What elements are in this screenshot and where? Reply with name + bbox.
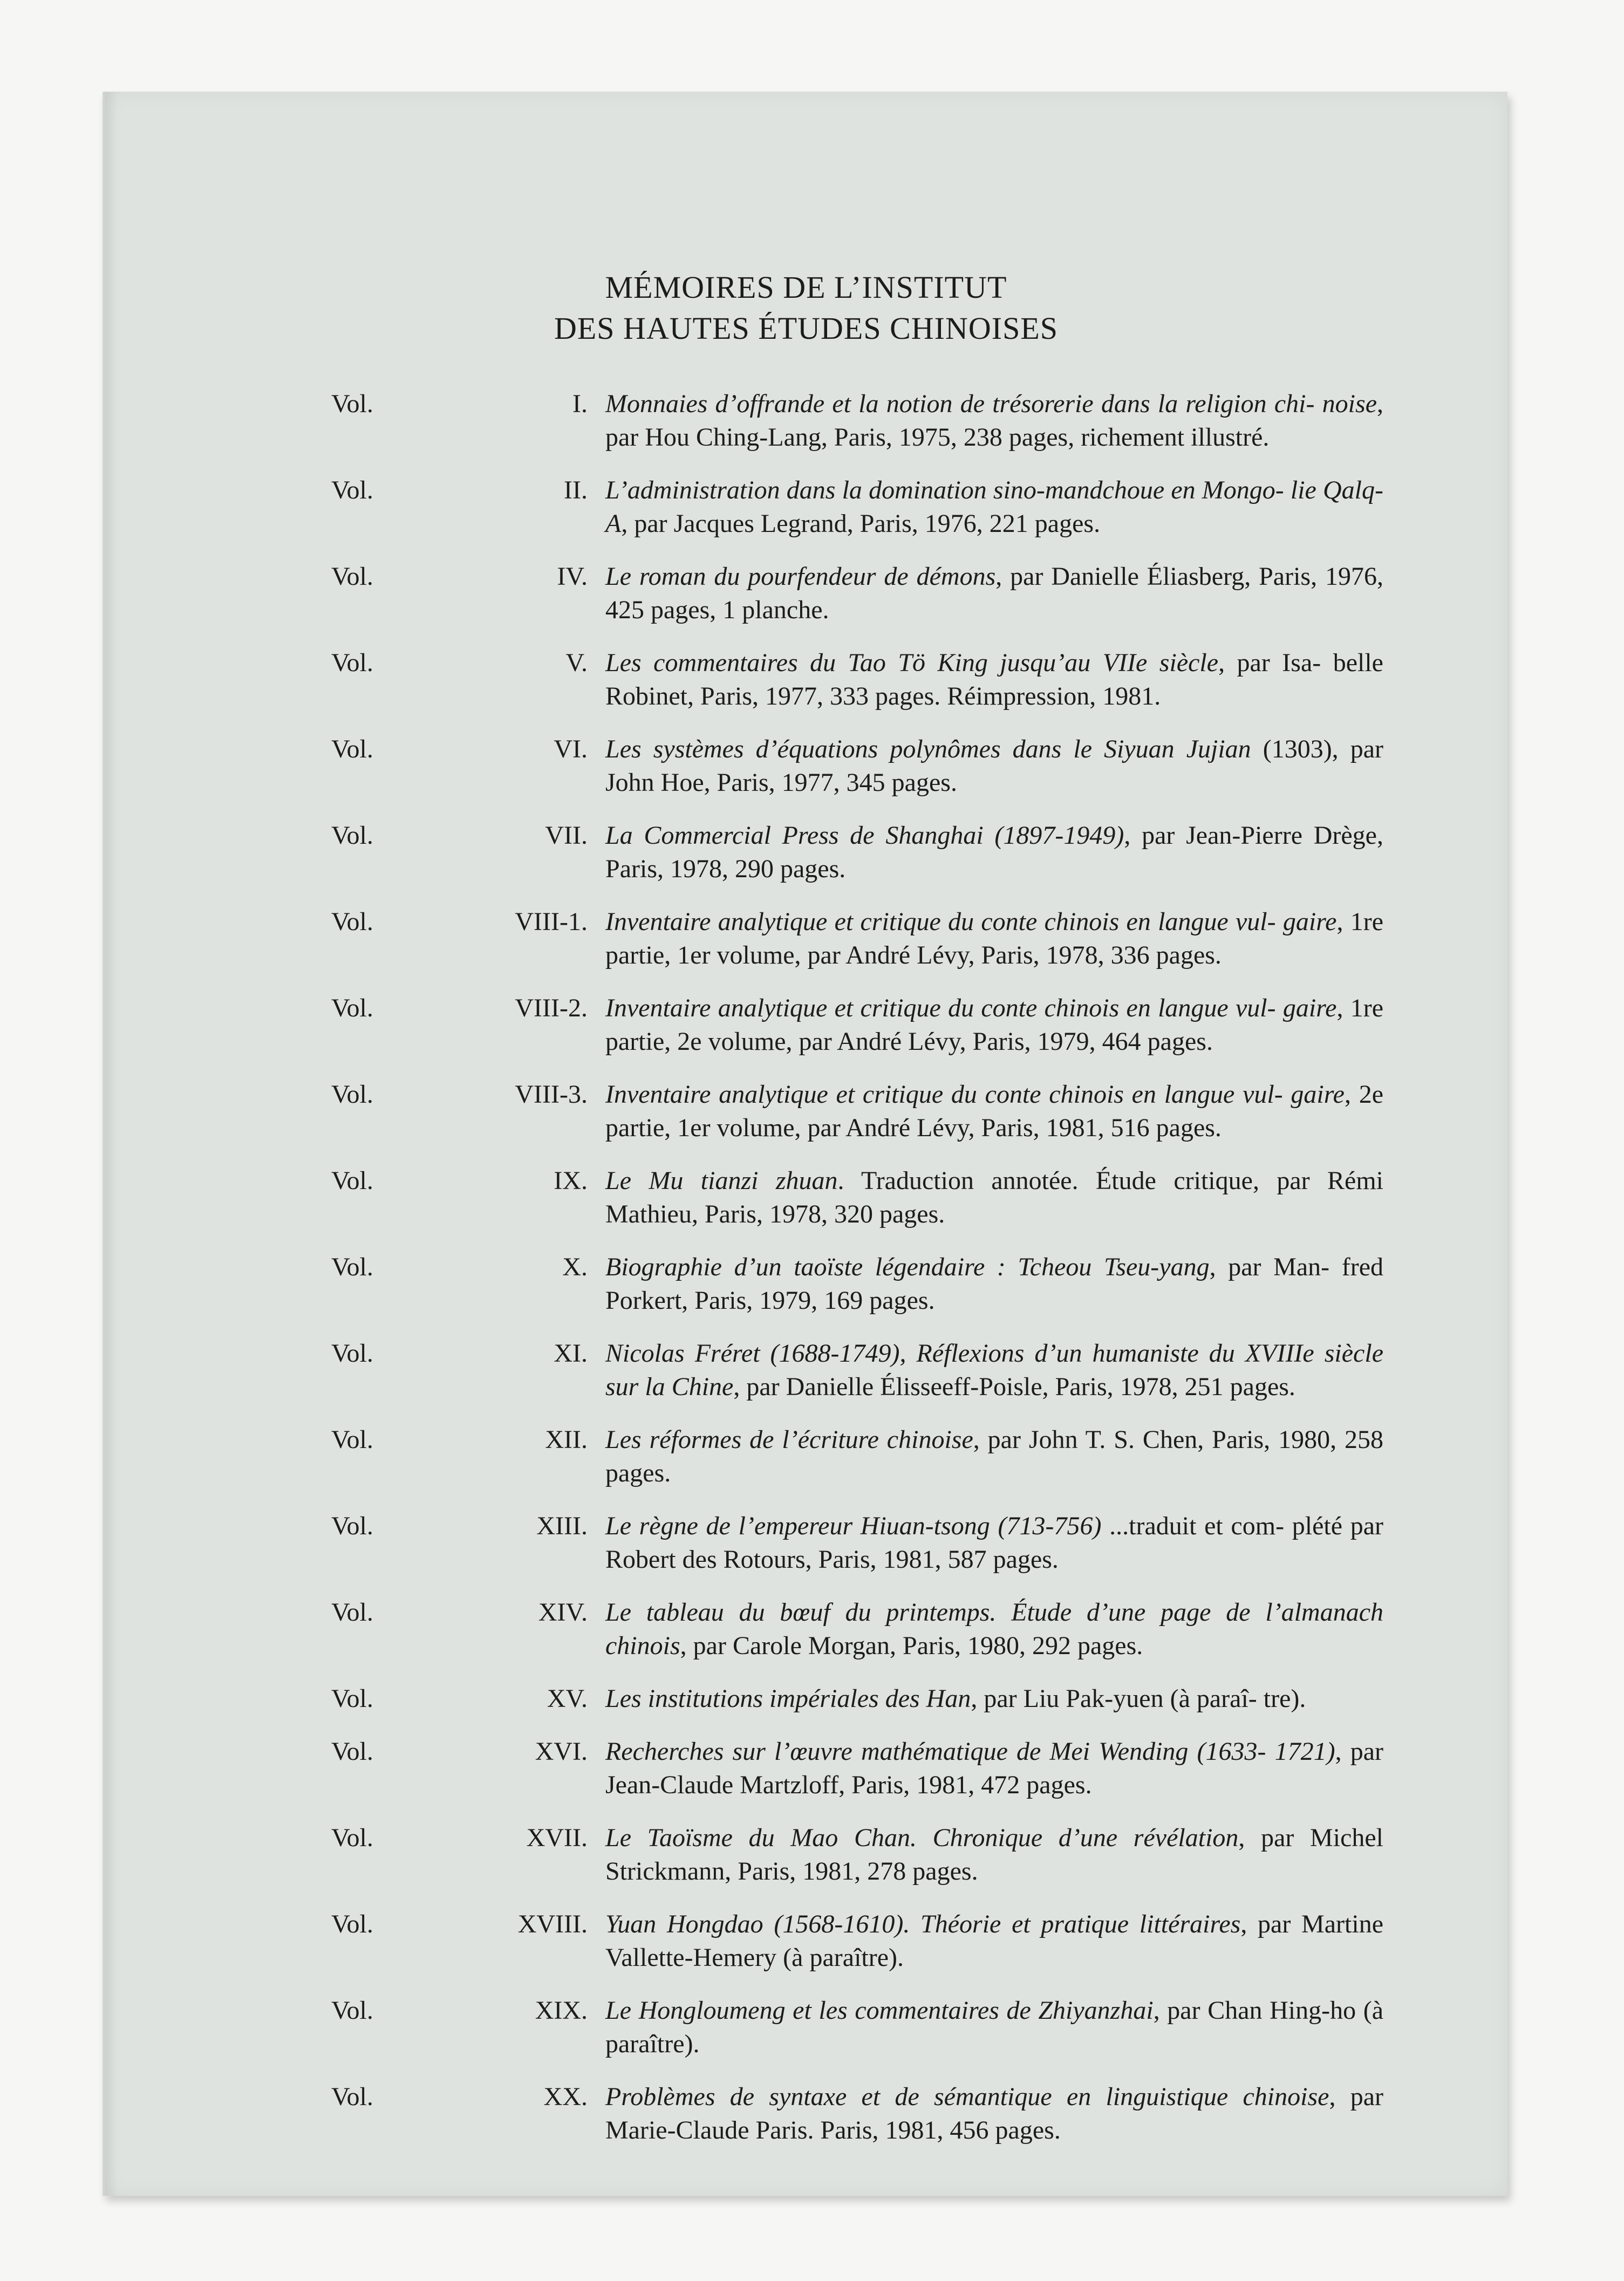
- volume-number: VIII-1.: [515, 907, 588, 936]
- volume-number: I.: [572, 390, 588, 418]
- volume-label: Vol.: [331, 1996, 373, 2025]
- volume-entry: [331, 1994, 1383, 2061]
- volume-entry: [331, 1735, 1383, 1802]
- volume-label: Vol.: [331, 1253, 373, 1281]
- volume-details: (1303), par John Hoe, Paris, 1977, 345 pages.: [605, 735, 1383, 797]
- volume-details: . Traduction annotée. Étude critique, par Rémi Mathieu, Paris, 1978, 320 pages.: [605, 1166, 1383, 1228]
- volume-label: Vol.: [331, 1684, 373, 1713]
- volume-description: [605, 1821, 1383, 1888]
- volume-label: Vol.: [331, 2082, 373, 2111]
- volume-entry: [331, 1078, 1383, 1145]
- volume-title: Biographie d’un taoïste légendaire : Tcheou Tseu-yang: [605, 1253, 1210, 1281]
- volume-label: Vol.: [331, 1910, 373, 1938]
- volume-list: [331, 387, 1383, 2167]
- volume-number: XX.: [543, 2082, 588, 2111]
- volume-number: XVI.: [535, 1737, 588, 1766]
- volume-description: [605, 1682, 1383, 1716]
- volume-label: Vol.: [331, 1824, 373, 1852]
- volume-title: Les commentaires du Tao Tö King jusqu’au VIIe siècle: [605, 648, 1219, 677]
- volume-details: , par Jacques Legrand, Paris, 1976, 221 pages.: [621, 509, 1101, 538]
- volume-details: , par Marie-Claude Paris. Paris, 1981, 456 pages.: [605, 2082, 1383, 2145]
- volume-entry: [331, 1908, 1383, 1975]
- volume-entry: [331, 560, 1383, 627]
- volume-description: [605, 2080, 1383, 2147]
- volume-details: , par Liu Pak-yuen (à paraî- tre).: [971, 1684, 1306, 1713]
- volume-title: La Commercial Press de Shanghai (1897-1949): [605, 821, 1124, 850]
- volume-details: , 1re partie, 1er volume, par André Lévy, Paris, 1978, 336 pages.: [605, 907, 1383, 969]
- volume-entry: [331, 2080, 1383, 2147]
- volume-label: Vol.: [331, 476, 373, 504]
- volume-title: Le tableau du bœuf du printemps. Étude d’une page de l’almanach chinois: [605, 1598, 1383, 1660]
- volume-details: , par Jean-Claude Martzloff, Paris, 1981, 472 pages.: [605, 1737, 1383, 1799]
- volume-description: [605, 560, 1383, 627]
- volume-details: , par Martine Vallette-Hemery (à paraître).: [605, 1910, 1383, 1972]
- volume-title: Le Hongloumeng et les commentaires de Zhiyanzhai: [605, 1996, 1154, 2025]
- volume-number: XVIII.: [517, 1910, 588, 1938]
- volume-title: Inventaire analytique et critique du conte chinois en langue vul- gaire: [605, 994, 1337, 1022]
- volume-number: XV.: [547, 1684, 588, 1713]
- volume-label: Vol.: [331, 735, 373, 763]
- volume-details: , par Isa- belle Robinet, Paris, 1977, 333 pages. Réimpression, 1981.: [605, 648, 1383, 711]
- volume-label: Vol.: [331, 821, 373, 850]
- series-title-line-1: MÉMOIRES DE L’INSTITUT: [605, 270, 1007, 305]
- volume-description: [605, 1596, 1383, 1663]
- volume-number: XIV.: [538, 1598, 588, 1627]
- volume-details: , par John T. S. Chen, Paris, 1980, 258 pages.: [605, 1425, 1384, 1487]
- volume-entry: [331, 1337, 1383, 1404]
- volume-title: Recherches sur l’œuvre mathématique de Mei Wending (1633- 1721): [605, 1737, 1335, 1766]
- volume-entry: [331, 1251, 1383, 1317]
- volume-description: [605, 1735, 1383, 1802]
- volume-description: [605, 1337, 1383, 1404]
- volume-label: Vol.: [331, 1512, 373, 1540]
- volume-entry: [331, 905, 1383, 972]
- volume-title: Nicolas Fréret (1688-1749), Réflexions d’un humaniste du XVIIIe siècle sur la Chine: [605, 1339, 1383, 1401]
- volume-entry: [331, 1164, 1383, 1231]
- volume-description: [605, 819, 1383, 886]
- volume-label: Vol.: [331, 1080, 373, 1109]
- series-title-line-2: DES HAUTES ÉTUDES CHINOISES: [554, 311, 1059, 346]
- volume-label: Vol.: [331, 562, 373, 591]
- series-title: [105, 267, 1507, 349]
- volume-description: [605, 387, 1383, 454]
- volume-title: Monnaies d’offrande et la notion de trésorerie dans la religion chi- noise: [605, 390, 1377, 418]
- volume-details: ...traduit et com- plété par Robert des Rotours, Paris, 1981, 587 pages.: [605, 1512, 1383, 1574]
- volume-details: , par Hou Ching-Lang, Paris, 1975, 238 pages, richement illustré.: [605, 390, 1383, 452]
- volume-title: Les réformes de l’écriture chinoise: [605, 1425, 973, 1454]
- volume-number: XIII.: [536, 1512, 588, 1540]
- volume-entry: [331, 1510, 1383, 1576]
- volume-description: [605, 733, 1383, 800]
- volume-title: Les systèmes d’équations polynômes dans le Siyuan Jujian: [605, 735, 1251, 763]
- volume-details: , par Jean-Pierre Drège, Paris, 1978, 290 pages.: [605, 821, 1383, 883]
- volume-entry: [331, 1821, 1383, 1888]
- volume-number: VIII-2.: [515, 994, 588, 1022]
- volume-label: Vol.: [331, 1598, 373, 1627]
- volume-number: V.: [565, 648, 588, 677]
- volume-label: Vol.: [331, 1737, 373, 1766]
- volume-details: , par Man- fred Porkert, Paris, 1979, 169 pages.: [605, 1253, 1384, 1315]
- volume-title: Les institutions impériales des Han: [605, 1684, 971, 1713]
- volume-details: , 1re partie, 2e volume, par André Lévy, Paris, 1979, 464 pages.: [605, 994, 1383, 1056]
- volume-number: XI.: [554, 1339, 588, 1368]
- volume-title: Yuan Hongdao (1568-1610). Théorie et pratique littéraires: [605, 1910, 1241, 1938]
- volume-number: IV.: [557, 562, 588, 591]
- volume-number: VIII-3.: [515, 1080, 588, 1109]
- volume-description: [605, 1994, 1383, 2061]
- volume-number: VI.: [554, 735, 588, 763]
- volume-label: Vol.: [331, 1166, 373, 1195]
- volume-details: , par Carole Morgan, Paris, 1980, 292 pages.: [680, 1631, 1143, 1660]
- volume-details: , 2e partie, 1er volume, par André Lévy, Paris, 1981, 516 pages.: [605, 1080, 1383, 1142]
- volume-description: [605, 1908, 1383, 1975]
- volume-number: II.: [564, 476, 588, 504]
- volume-entry: [331, 646, 1383, 713]
- volume-number: X.: [562, 1253, 588, 1281]
- volume-entry: [331, 1423, 1383, 1490]
- volume-entry: [331, 1682, 1383, 1716]
- volume-entry: [331, 1596, 1383, 1663]
- volume-number: VII.: [545, 821, 588, 850]
- volume-number: XVII.: [526, 1824, 588, 1852]
- cover-edge-shadow: [105, 92, 118, 2196]
- volume-number: IX.: [554, 1166, 588, 1195]
- volume-label: Vol.: [331, 390, 373, 418]
- volume-label: Vol.: [331, 994, 373, 1022]
- volume-description: [605, 1164, 1383, 1231]
- volume-description: [605, 1251, 1383, 1317]
- volume-label: Vol.: [331, 907, 373, 936]
- volume-label: Vol.: [331, 1425, 373, 1454]
- volume-description: [605, 1078, 1383, 1145]
- volume-description: [605, 1423, 1383, 1490]
- volume-entry: [331, 733, 1383, 800]
- volume-title: Problèmes de syntaxe et de sémantique en linguistique chinoise: [605, 2082, 1329, 2111]
- volume-entry: [331, 387, 1383, 454]
- volume-entry: [331, 474, 1383, 541]
- volume-details: , par Chan Hing-ho (à paraître).: [605, 1996, 1383, 2058]
- volume-details: , par Danielle Éliasberg, Paris, 1976, 425 pages, 1 planche.: [605, 562, 1383, 624]
- volume-description: [605, 474, 1383, 541]
- volume-title: Inventaire analytique et critique du conte chinois en langue vul- gaire: [605, 907, 1337, 936]
- volume-description: [605, 905, 1383, 972]
- volume-entry: [331, 992, 1383, 1058]
- volume-title: Inventaire analytique et critique du conte chinois en langue vul- gaire: [605, 1080, 1345, 1109]
- volume-entry: [331, 819, 1383, 886]
- volume-number: XIX.: [535, 1996, 588, 2025]
- volume-title: Le roman du pourfendeur de démons: [605, 562, 996, 591]
- volume-label: Vol.: [331, 1339, 373, 1368]
- volume-description: [605, 646, 1383, 713]
- book-back-cover: [103, 92, 1507, 2196]
- volume-label: Vol.: [331, 648, 373, 677]
- volume-number: XII.: [545, 1425, 588, 1454]
- volume-description: [605, 1510, 1383, 1576]
- volume-details: , par Danielle Élisseeff-Poisle, Paris, 1978, 251 pages.: [733, 1372, 1295, 1401]
- volume-title: L’administration dans la domination sino-mandchoue en Mongo- lie Qalq-A: [605, 476, 1383, 538]
- volume-title: Le Mu tianzi zhuan: [605, 1166, 838, 1195]
- volume-details: , par Michel Strickmann, Paris, 1981, 278 pages.: [605, 1824, 1384, 1886]
- volume-description: [605, 992, 1383, 1058]
- volume-title: Le Taoïsme du Mao Chan. Chronique d’une révélation: [605, 1824, 1239, 1852]
- volume-title: Le règne de l’empereur Hiuan-tsong (713-756): [605, 1512, 1102, 1540]
